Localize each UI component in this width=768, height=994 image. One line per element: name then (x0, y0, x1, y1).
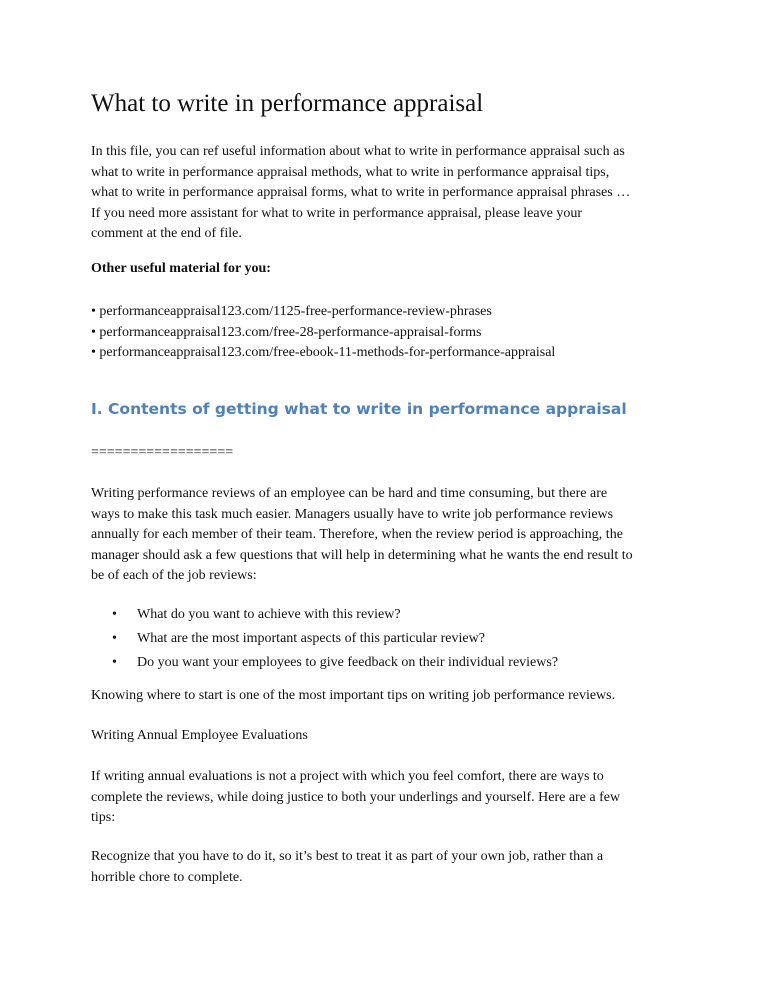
question-text: Do you want your employees to give feedback on their individual reviews? (137, 655, 559, 670)
questions-list (91, 603, 558, 675)
evaluations-paragraph (91, 767, 681, 829)
intro-paragraph (91, 142, 681, 245)
intro-line: In this file, you can ref useful information about what to write in performance appraisal such as (91, 144, 625, 159)
intro-line: comment at the end of file. (91, 226, 242, 241)
intro-line: what to write in performance appraisal forms, what to write in performance appraisal phrases … (91, 185, 631, 200)
paragraph-line: Writing performance reviews of an employee can be hard and time consuming, but there are (91, 486, 608, 501)
paragraph-line: Recognize that you have to do it, so it’s best to treat it as part of your own job, rather than a (91, 849, 604, 864)
question-item (91, 651, 558, 675)
document-title: What to write in performance appraisal (91, 90, 484, 117)
tips-paragraph: Knowing where to start is one of the most important tips on writing job performance reviews. (91, 688, 616, 703)
bullet-icon: • (112, 655, 117, 670)
subheading-annual-evaluations: Writing Annual Employee Evaluations (91, 728, 308, 743)
link-item[interactable]: • performanceappraisal123.com/free-28-performance-appraisal-forms (91, 324, 482, 340)
links-list (91, 302, 681, 364)
intro-line: what to write in performance appraisal methods, what to write in performance appraisal tips, (91, 164, 610, 180)
useful-material-heading: Other useful material for you: (91, 261, 271, 276)
bullet-icon: • (112, 631, 117, 646)
paragraph-line: ways to make this task much easier. Managers usually have to write job performance reviews (91, 506, 614, 522)
question-item (91, 603, 558, 627)
link-item[interactable]: • performanceappraisal123.com/free-ebook-11-methods-for-performance-appraisal (91, 345, 556, 360)
paragraph-line: horrible chore to complete. (91, 869, 243, 885)
link-item[interactable]: • performanceappraisal123.com/1125-free-performance-review-phrases (91, 304, 492, 319)
question-text: What do you want to achieve with this review? (137, 607, 401, 622)
separator-line: ================== (91, 445, 234, 460)
reviews-paragraph (91, 484, 681, 587)
section-heading: I. Contents of getting what to write in performance appraisal (91, 400, 627, 418)
paragraph-line: If writing annual evaluations is not a project with which you feel comfort, there are ways to (91, 769, 604, 784)
recognize-paragraph (91, 847, 681, 888)
question-text: What are the most important aspects of this particular review? (137, 631, 485, 646)
intro-line: If you need more assistant for what to write in performance appraisal, please leave your (91, 205, 582, 221)
question-item (91, 627, 558, 651)
bullet-icon: • (112, 607, 117, 622)
paragraph-line: annually for each member of their team. Therefore, when the review period is approaching, the (91, 527, 623, 542)
paragraph-line: complete the reviews, while doing justice to both your underlings and yourself. Here are a few (91, 789, 621, 805)
paragraph-line: tips: (91, 810, 116, 825)
paragraph-line: manager should ask a few questions that will help in determining what he wants the end result to (91, 547, 633, 563)
paragraph-line: be of each of the job reviews: (91, 568, 257, 583)
